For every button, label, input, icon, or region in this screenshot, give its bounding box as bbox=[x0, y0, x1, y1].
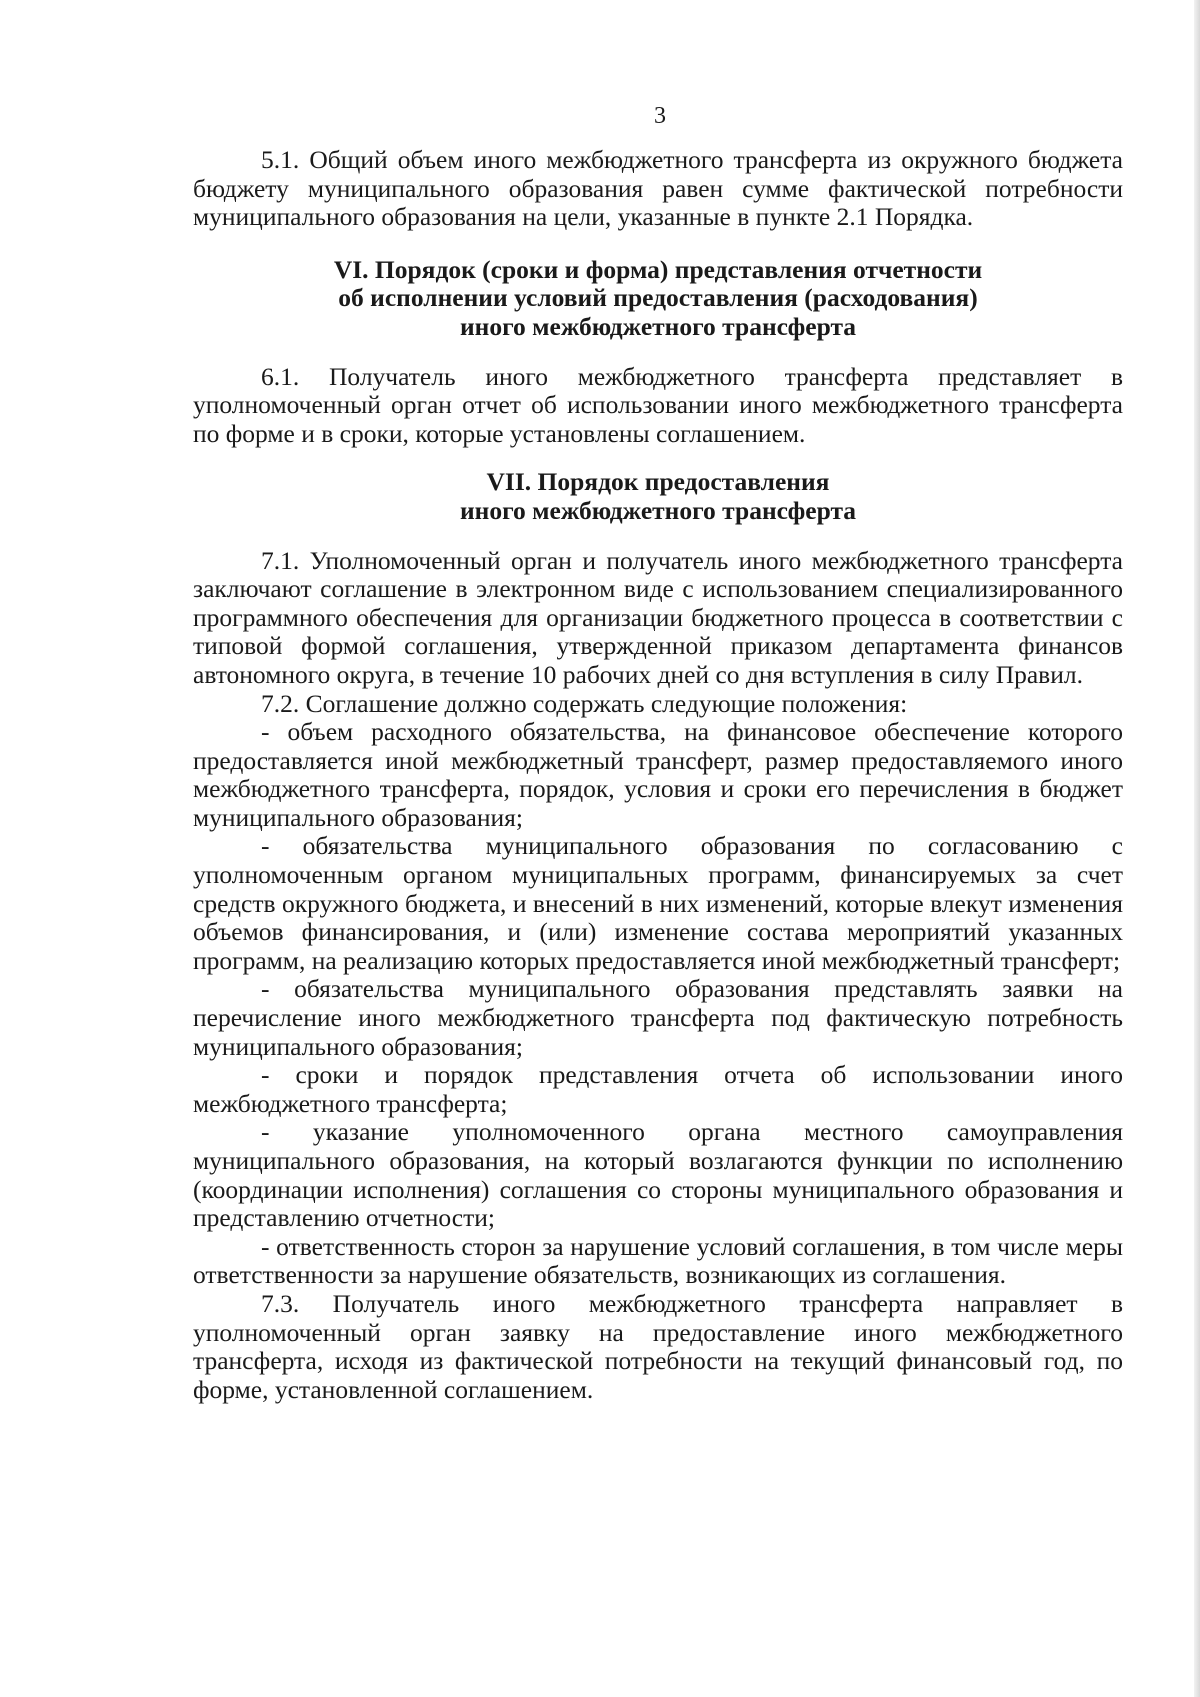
list-item-volume-obligation: - объем расходного обязательства, на финансовое обеспечение которого предоставляется иной межбюджетный трансферт, размер предоставляемого иного межбюджетного трансферта, порядок, условия и сроки его перечисления в бюджет муниципального образования; bbox=[193, 717, 1123, 832]
list-item-report-terms: - сроки и порядок представления отчета об использовании иного межбюджетного трансферта; bbox=[193, 1060, 1123, 1118]
paragraph-6-1: 6.1. Получатель иного межбюджетного трансферта представляет в уполномоченный орган отчет об использовании иного межбюджетного трансферта по форме и в сроки, которые установлены соглашением. bbox=[193, 361, 1123, 448]
list-item-program-approval: - обязательства муниципального образования по согласованию с уполномоченным органом муниципальных программ, финансируемых за счет средств окружного бюджета, и внесений в них изменений, которые влекут изменения объемов финансирования, и (или) изменение состава мероприятий указанных программ, на реализацию которых предоставляется иной межбюджетный трансферт; bbox=[193, 831, 1123, 975]
page-number: 3 bbox=[654, 103, 666, 129]
section-7-heading bbox=[193, 468, 1123, 525]
section-7-heading-line: иного межбюджетного трансферта bbox=[459, 495, 857, 525]
paragraph-7-3: 7.3. Получатель иного межбюджетного трансферта направляет в уполномоченный орган заявку на предоставление иного межбюджетного трансферта, исходя из фактической потребности на текущий финансовый год, по форме, установленной соглашением. bbox=[193, 1288, 1123, 1404]
section-6-heading-line: VI. Порядок (сроки и форма) представления отчетности bbox=[333, 254, 983, 284]
paragraph-7-1: 7.1. Уполномоченный орган и получатель иного межбюджетного трансферта заключают соглашение в электронном виде с использованием специализированного программного обеспечения для организации бюджетного процесса в соответствии с типовой формой соглашения, утвержденной приказом департамента финансов автономного округа, в течение 10 рабочих дней со дня вступления в силу Правил. bbox=[193, 545, 1123, 689]
section-7-heading-line: VII. Порядок предоставления bbox=[486, 467, 830, 497]
list-item-transfer-requests: - обязательства муниципального образования представлять заявки на перечисление иного межбюджетного трансферта под фактическую потребность муниципального образования; bbox=[193, 974, 1123, 1061]
document-body bbox=[193, 146, 1123, 1404]
section-6-heading bbox=[193, 256, 1123, 342]
list-item-responsibility: - ответственность сторон за нарушение условий соглашения, в том числе меры ответственности за нарушение обязательств, возникающих из соглашения. bbox=[193, 1231, 1123, 1290]
scan-edge-shadow bbox=[1194, 0, 1200, 1697]
section-6-heading-line: иного межбюджетного трансферта bbox=[459, 311, 857, 341]
paragraph-7-2: 7.2. Соглашение должно содержать следующие положения: bbox=[261, 688, 908, 718]
paragraph-5-1: 5.1. Общий объем иного межбюджетного трансферта из окружного бюджета бюджету муниципального образования равен сумме фактической потребности муниципального образования на цели, указанные в пункте 2.1 Порядка. bbox=[193, 145, 1123, 232]
list-item-authorized-body: - указание уполномоченного органа местного самоуправления муниципального образования, на который возлагаются функции по исполнению (координации исполнения) соглашения со стороны муниципального образования и представлению отчетности; bbox=[193, 1117, 1123, 1233]
section-6-heading-line: об исполнении условий предоставления (расходования) bbox=[338, 283, 978, 313]
